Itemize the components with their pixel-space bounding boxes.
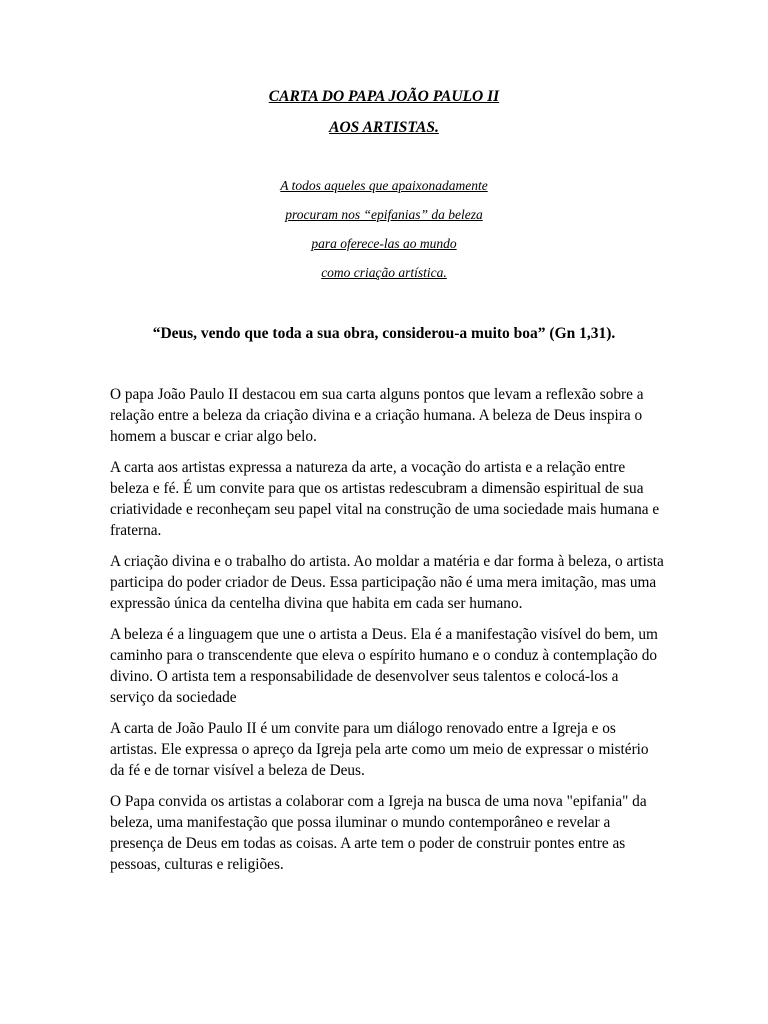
epigraph-quote: “Deus, vendo que toda a sua obra, considerou-a muito boa” (Gn 1,31). (152, 325, 616, 342)
dedication-line: procuram nos “epifanias” da beleza (285, 207, 483, 222)
body-paragraph: A criação divina e o trabalho do artista. Ao moldar a matéria e dar forma à beleza, o artista participa do poder criador de Deus. Essa participação não é uma mera imitação, mas uma expressão única da centelha divina que habita em cada ser humano. (110, 553, 664, 612)
dedication-line: A todos aqueles que apaixonadamente (280, 178, 488, 193)
body-paragraph: O papa João Paulo II destacou em sua carta alguns pontos que levam a reflexão sobre a relação entre a beleza da criação divina e a criação humana. A beleza de Deus inspira o homem a buscar e criar algo belo. (110, 386, 644, 445)
document-title-line-1: CARTA DO PAPA JOÃO PAULO II (268, 88, 500, 105)
dedication-line: como criação artística. (321, 265, 447, 280)
document-title-line-2: AOS ARTISTAS. (329, 119, 439, 136)
body-paragraph: A beleza é a linguagem que une o artista a Deus. Ela é a manifestação visível do bem, um caminho para o transcendente que eleva o espírito humano e o conduz à contemplação do divino. O artista tem a responsabilidade de desenvolver seus talentos e colocá-los a serviço da sociedade (110, 626, 658, 706)
dedication-block (0, 176, 768, 292)
body-paragraph: A carta de João Paulo II é um convite para um diálogo renovado entre a Igreja e os artistas. Ele expressa o apreço da Igreja pela arte como um meio de expressar o mistério da fé e de tornar visível a beleza de Deus. (110, 720, 649, 779)
body-paragraph: O Papa convida os artistas a colaborar com a Igreja na busca de uma nova "epifania" da beleza, uma manifestação que possa iluminar o mundo contemporâneo e revelar a presença de Deus em todas as coisas. A arte tem o poder de construir pontes entre as pessoas, culturas e religiões. (110, 793, 647, 873)
body-paragraph: A carta aos artistas expressa a natureza da arte, a vocação do artista e a relação entre beleza e fé. É um convite para que os artistas redescubram a dimensão espiritual de sua criatividade e reconheçam seu papel vital na construção de uma sociedade mais humana e fraterna. (110, 459, 660, 539)
body-text (110, 384, 666, 885)
dedication-line: para oferece-las ao mundo (311, 236, 457, 251)
